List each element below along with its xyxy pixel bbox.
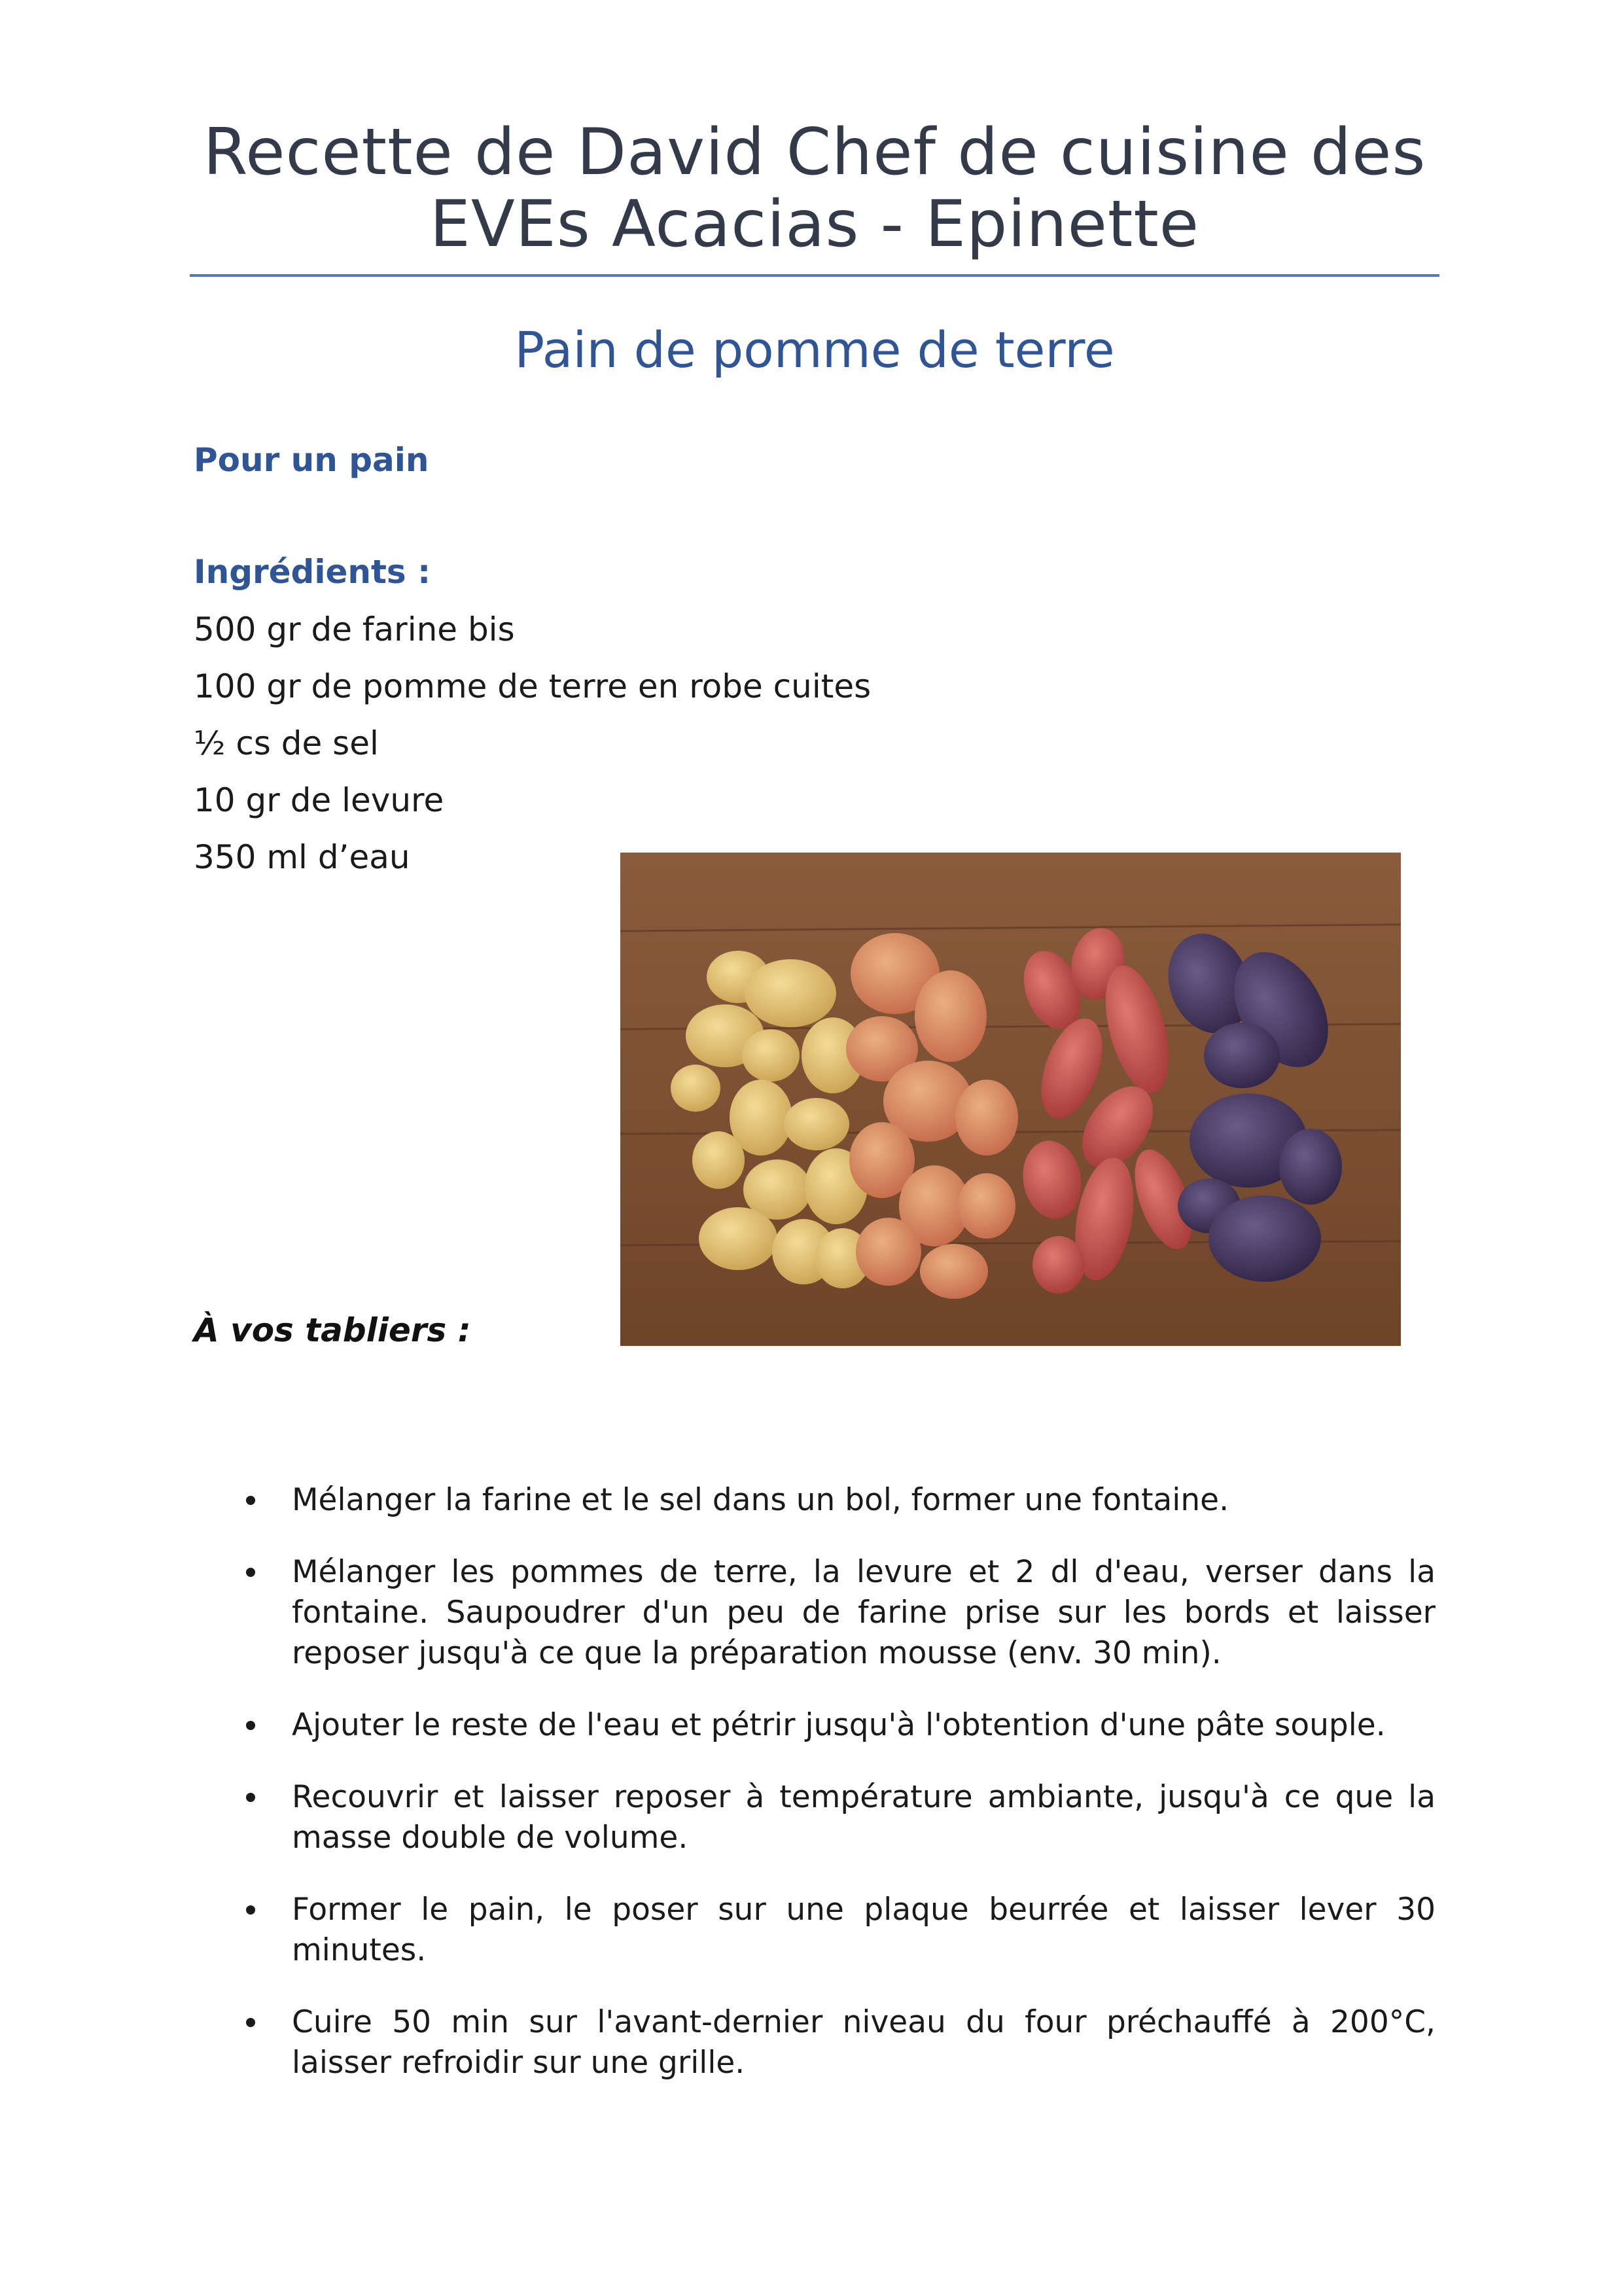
title-line-2: EVEs Acacias - Epinette xyxy=(429,187,1200,262)
ingredients-heading: Ingrédients : xyxy=(194,553,431,591)
step-item xyxy=(246,1890,1436,1971)
document-title xyxy=(164,116,1466,260)
potatoes-photo xyxy=(620,853,1401,1346)
steps-list xyxy=(246,1480,1436,2115)
bullet-icon xyxy=(246,2018,255,2027)
step-item xyxy=(246,1777,1436,1858)
title-line-1: Recette de David Chef de cuisine des xyxy=(203,115,1426,190)
ingredients-list xyxy=(194,610,871,894)
step-text: Mélanger les pommes de terre, la levure et 2 dl d'eau, verser dans la fontaine. Saupoudrer d'un peu de farine prise sur les bords et laisser reposer jusqu'à ce que la préparation mousse (env. 30 min). xyxy=(292,1554,1436,1671)
ingredient-item: 10 gr de levure xyxy=(194,781,444,819)
step-text: Ajouter le reste de l'eau et pétrir jusqu'à l'obtention d'une pâte souple. xyxy=(292,1707,1386,1743)
step-text: Cuire 50 min sur l'avant-dernier niveau du four préchauffé à 200°C, laisser refroidir sur une grille. xyxy=(292,2004,1436,2081)
bullet-icon xyxy=(246,1721,255,1730)
recipe-title: Pain de pomme de terre xyxy=(514,321,1115,379)
potatoes-illustration xyxy=(620,853,1401,1346)
step-text: Former le pain, le poser sur une plaque beurrée et laisser lever 30 minutes. xyxy=(292,1892,1436,1968)
step-item xyxy=(246,1705,1436,1746)
step-text: Mélanger la farine et le sel dans un bol, former une fontaine. xyxy=(292,1482,1229,1518)
bullet-icon xyxy=(246,1905,255,1915)
bullet-icon xyxy=(246,1793,255,1802)
step-text: Recouvrir et laisser reposer à température ambiante, jusqu'à ce que la masse double de volume. xyxy=(292,1779,1436,1856)
bullet-icon xyxy=(246,1568,255,1577)
serving-size: Pour un pain xyxy=(194,441,429,479)
ingredient-item: 350 ml d’eau xyxy=(194,838,410,876)
step-item xyxy=(246,2002,1436,2083)
step-item xyxy=(246,1480,1436,1521)
steps-heading: À vos tabliers : xyxy=(194,1311,471,1349)
step-item xyxy=(246,1552,1436,1674)
ingredient-item: ½ cs de sel xyxy=(194,724,379,762)
ingredient-item: 500 gr de farine bis xyxy=(194,610,515,648)
title-divider xyxy=(190,274,1439,277)
ingredient-item: 100 gr de pomme de terre en robe cuites xyxy=(194,667,872,705)
bullet-icon xyxy=(246,1496,255,1505)
